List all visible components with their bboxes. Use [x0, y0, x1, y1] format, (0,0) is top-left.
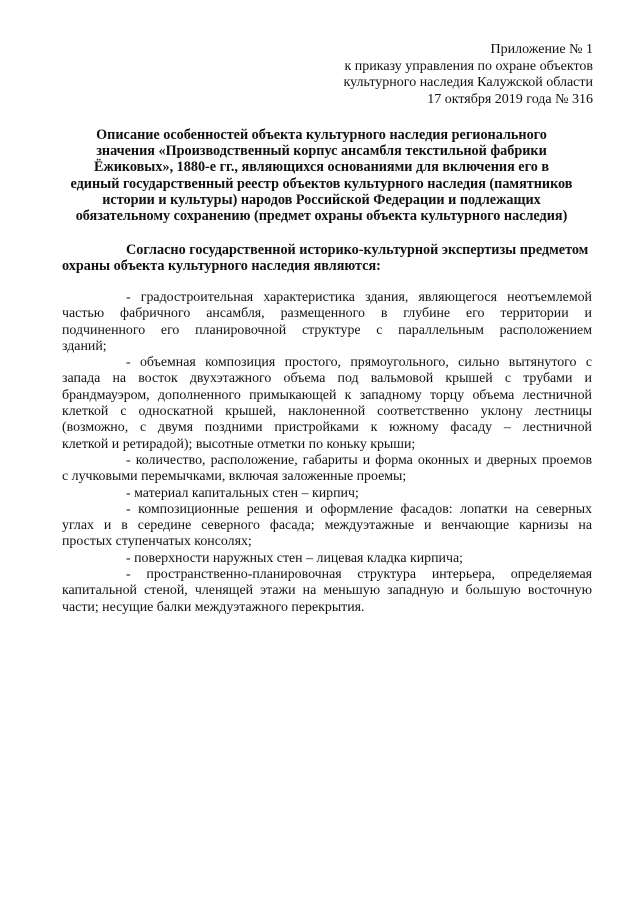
protection-item — [62, 502, 592, 551]
protection-item — [62, 486, 592, 502]
order-reference: к приказу управления по охране объектов — [344, 58, 593, 74]
protection-item — [62, 290, 592, 355]
protection-item-line: - композиционные решения и оформление фасадов: лопатки на северных — [126, 501, 592, 517]
intro-line: Согласно государственной историко-культурной экспертизы предметом — [126, 242, 589, 258]
protection-item — [62, 567, 592, 616]
protection-item-line: - количество, расположение, габариты и форма оконных и дверных проемов — [126, 452, 592, 468]
protection-item — [62, 551, 592, 567]
issuing-authority: культурного наследия Калужской области — [343, 75, 593, 90]
protection-item-line: простых ступенчатых консолях; — [62, 534, 252, 550]
protection-item-line: клеткой с односкатной крышей, наклоненной соответственно уклону лестницы — [62, 404, 592, 420]
intro-line: охраны объекта культурного наследия являются: — [62, 258, 381, 275]
title-line: Ёжиковых», 1880-е гг., являющихся основаниями для включения его в — [93, 159, 549, 176]
protection-item-line: (возможно, с двумя поздними пристройками к южному фасаду – лестничной — [62, 420, 592, 436]
protection-item-line: - материал капитальных стен – кирпич; — [126, 485, 359, 501]
protection-item-line: брандмауэром, дополненного примыкающей к западному торцу объема лестничной — [62, 387, 592, 403]
protection-item-line: подчиненного его планировочной структуре с параллельным расположением — [62, 322, 592, 338]
intro-paragraph — [62, 242, 592, 274]
title-line: обязательному сохранению (предмет охраны объекта культурного наследия) — [75, 208, 568, 225]
appendix-header — [263, 42, 593, 108]
protection-item-line: - объемная композиция простого, прямоугольного, сильно вытянутого с — [126, 355, 592, 371]
document-title — [60, 127, 583, 224]
protection-item-line: - градостроительная характеристика здания, являющегося неотъемлемой — [126, 290, 592, 305]
protection-item-line: части; несущие балки междуэтажного перекрытия. — [62, 599, 365, 615]
protection-item — [62, 355, 592, 453]
protection-item-line: - пространственно-планировочная структура интерьера, определяемая — [126, 567, 592, 583]
title-line: единый государственный реестр объектов культурного наследия (памятников — [70, 175, 573, 192]
title-line: истории и культуры) народов Российской Федерации и подлежащих — [102, 191, 541, 208]
order-date-number: 17 октября 2019 года № 316 — [427, 91, 593, 107]
title-line: Описание особенностей объекта культурного наследия регионального — [96, 127, 547, 143]
protection-item-line: частью фабричного ансамбля, размещенного в глубине его территории и — [62, 306, 592, 322]
protection-item — [62, 453, 592, 486]
protection-item-line: клеткой и ретирадой); высотные отметки по коньку крыши; — [62, 436, 416, 452]
protection-item-line: - поверхности наружных стен – лицевая кладка кирпича; — [126, 550, 463, 566]
protection-item-line: с лучковыми перемычками, включая заложенные проемы; — [62, 469, 407, 485]
protection-item-line: углах и в середине северного фасада; междуэтажные и венчающие карнизы на — [62, 518, 592, 534]
appendix-number: Приложение № 1 — [490, 42, 593, 57]
protection-item-line: зданий; — [62, 338, 107, 354]
protection-item-line: капитальной стеной, членящей этажи на меньшую западную и большую восточную — [62, 583, 592, 599]
title-line: значения «Производственный корпус ансамбля текстильной фабрики — [96, 143, 547, 160]
protection-item-line: запада на восток двухэтажного объема под вальмовой крышей с трубами и — [62, 371, 592, 387]
protection-items-list — [62, 290, 592, 616]
